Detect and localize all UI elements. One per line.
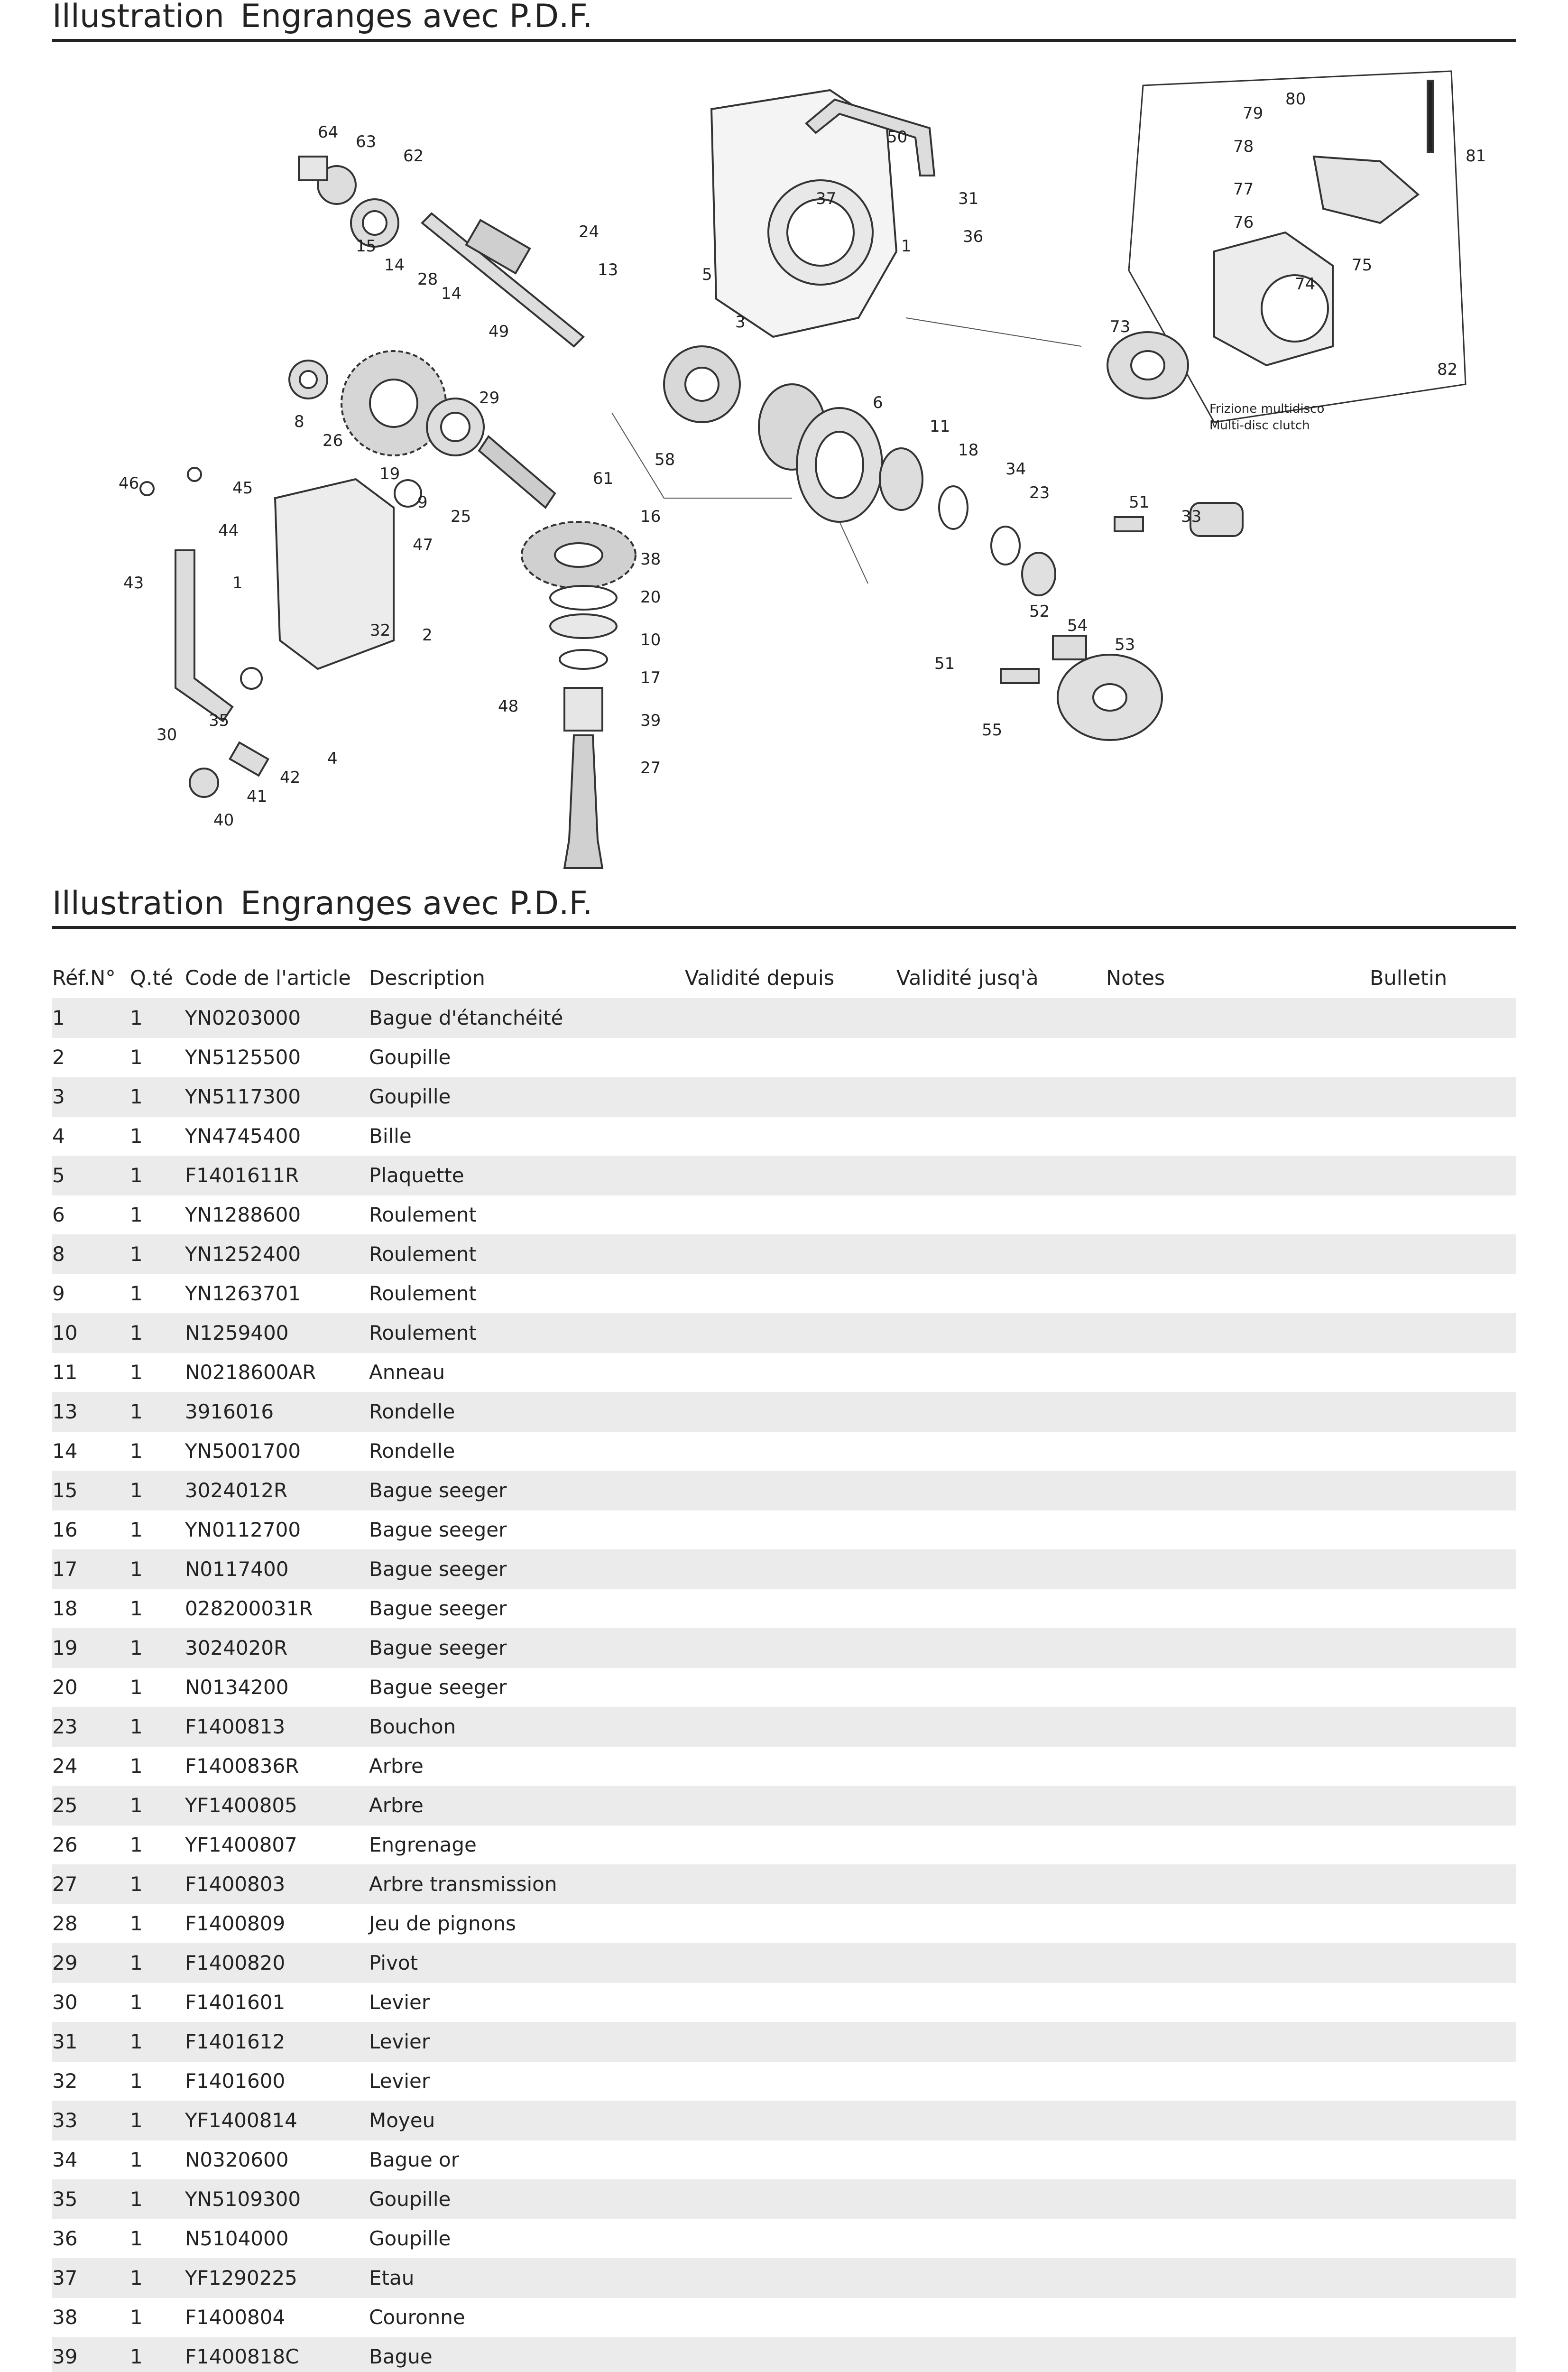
part-description: Plaquette bbox=[369, 1164, 464, 1187]
part-description: Goupille bbox=[369, 1085, 451, 1108]
part-ref: 31 bbox=[52, 2030, 78, 2053]
part-qty: 1 bbox=[130, 1321, 143, 1344]
part-ref: 37 bbox=[52, 2266, 78, 2289]
svg-text:1: 1 bbox=[232, 574, 243, 593]
svg-text:14: 14 bbox=[441, 284, 462, 303]
part-code: F1400809 bbox=[185, 1912, 286, 1935]
svg-text:51: 51 bbox=[934, 654, 955, 673]
part-code: YN4745400 bbox=[185, 1124, 301, 1148]
part-code: 028200031R bbox=[185, 1597, 313, 1620]
table-row bbox=[52, 1904, 1516, 1944]
svg-text:33: 33 bbox=[1181, 507, 1202, 526]
svg-text:45: 45 bbox=[232, 479, 253, 498]
part-code: F1400820 bbox=[185, 1951, 286, 1974]
part-description: Levier bbox=[369, 2030, 430, 2053]
svg-text:44: 44 bbox=[218, 521, 239, 540]
svg-text:40: 40 bbox=[213, 811, 234, 830]
table-row bbox=[52, 1628, 1516, 1668]
part-code: 3024020R bbox=[185, 1636, 288, 1659]
part-code: F1401600 bbox=[185, 2069, 286, 2093]
svg-text:32: 32 bbox=[370, 621, 391, 640]
svg-text:38: 38 bbox=[640, 550, 661, 569]
part-qty: 1 bbox=[130, 1085, 143, 1108]
part-code: YN1288600 bbox=[185, 1203, 301, 1226]
svg-text:43: 43 bbox=[123, 574, 144, 593]
table-row bbox=[52, 2337, 1516, 2372]
svg-text:63: 63 bbox=[356, 132, 377, 151]
part-code: YF1290225 bbox=[185, 2266, 297, 2289]
part-code: YF1400805 bbox=[185, 1794, 297, 1817]
svg-text:35: 35 bbox=[209, 711, 230, 730]
part-description: Bague seeger bbox=[369, 1479, 507, 1502]
part-qty: 1 bbox=[130, 1479, 143, 1502]
exploded-diagram-svg bbox=[52, 52, 1516, 887]
part-qty: 1 bbox=[130, 2227, 143, 2250]
table-row bbox=[52, 1943, 1516, 1983]
part-code: YN5117300 bbox=[185, 1085, 301, 1108]
part-code: YN5125500 bbox=[185, 1046, 301, 1069]
part-code: YF1400814 bbox=[185, 2109, 297, 2132]
svg-text:54: 54 bbox=[1067, 616, 1088, 635]
part-description: Goupille bbox=[369, 2187, 451, 2211]
part-ref: 3 bbox=[52, 1085, 65, 1108]
part-ref: 27 bbox=[52, 1872, 78, 1896]
svg-text:51: 51 bbox=[1129, 493, 1150, 512]
svg-text:53: 53 bbox=[1115, 635, 1135, 654]
part-ref: 15 bbox=[52, 1479, 78, 1502]
table-row bbox=[52, 2140, 1516, 2180]
exploded-diagram bbox=[52, 52, 1516, 887]
header-description: Description bbox=[369, 966, 485, 990]
table-row bbox=[52, 1156, 1516, 1195]
section-title bbox=[52, 0, 1516, 42]
section-title-word2: Engranges avec P.D.F. bbox=[240, 0, 593, 35]
table-row bbox=[52, 2179, 1516, 2219]
part-code: F1401601 bbox=[185, 1991, 286, 2014]
svg-text:1: 1 bbox=[901, 237, 912, 256]
header-notes: Notes bbox=[1106, 966, 1165, 990]
svg-text:75: 75 bbox=[1352, 256, 1373, 275]
part-code: 3916016 bbox=[185, 1400, 274, 1423]
part-ref: 19 bbox=[52, 1636, 78, 1659]
svg-text:11: 11 bbox=[930, 417, 950, 436]
part-qty: 1 bbox=[130, 2306, 143, 2329]
part-qty: 1 bbox=[130, 1046, 143, 1069]
table-row bbox=[52, 1313, 1516, 1353]
part-description: Arbre bbox=[369, 1794, 424, 1817]
part-ref: 18 bbox=[52, 1597, 78, 1620]
part-ref: 32 bbox=[52, 2069, 78, 2093]
part-description: Bague seeger bbox=[369, 1636, 507, 1659]
table-row bbox=[52, 2101, 1516, 2140]
part-description: Bague bbox=[369, 2345, 433, 2368]
part-description: Bague seeger bbox=[369, 1518, 507, 1541]
header-bulletin: Bulletin bbox=[1370, 966, 1448, 990]
part-description: Goupille bbox=[369, 2227, 451, 2250]
table-row bbox=[52, 1549, 1516, 1589]
svg-text:82: 82 bbox=[1437, 360, 1458, 379]
part-qty: 1 bbox=[130, 1991, 143, 2014]
part-ref: 2 bbox=[52, 1046, 65, 1069]
part-code: F1400813 bbox=[185, 1715, 286, 1738]
table-row bbox=[52, 1195, 1516, 1235]
svg-text:28: 28 bbox=[417, 270, 438, 289]
svg-text:49: 49 bbox=[489, 322, 509, 341]
svg-text:17: 17 bbox=[640, 668, 661, 687]
svg-text:79: 79 bbox=[1243, 104, 1264, 123]
header-valid-to: Validité jusq'à bbox=[896, 966, 1039, 990]
part-ref: 17 bbox=[52, 1557, 78, 1581]
table-row bbox=[52, 1589, 1516, 1629]
part-description: Rondelle bbox=[369, 1439, 455, 1463]
part-code: F1400803 bbox=[185, 1872, 286, 1896]
svg-text:19: 19 bbox=[379, 464, 400, 483]
part-description: Moyeu bbox=[369, 2109, 435, 2132]
part-description: Rondelle bbox=[369, 1400, 455, 1423]
part-ref: 39 bbox=[52, 2345, 78, 2368]
svg-text:78: 78 bbox=[1233, 137, 1254, 156]
svg-text:13: 13 bbox=[598, 260, 618, 279]
part-ref: 20 bbox=[52, 1676, 78, 1699]
svg-text:47: 47 bbox=[413, 536, 434, 555]
part-qty: 1 bbox=[130, 1833, 143, 1856]
part-ref: 35 bbox=[52, 2187, 78, 2211]
section-title-word2: Engranges avec P.D.F. bbox=[240, 885, 593, 922]
part-code: N0320600 bbox=[185, 2148, 289, 2171]
part-code: YN5001700 bbox=[185, 1439, 301, 1463]
part-ref: 16 bbox=[52, 1518, 78, 1541]
part-description: Anneau bbox=[369, 1361, 445, 1384]
part-code: YF1400807 bbox=[185, 1833, 297, 1856]
table-row bbox=[52, 1353, 1516, 1392]
svg-text:34: 34 bbox=[1005, 460, 1026, 479]
svg-text:41: 41 bbox=[247, 787, 267, 806]
part-description: Roulement bbox=[369, 1242, 477, 1266]
svg-text:52: 52 bbox=[1029, 602, 1050, 621]
svg-text:36: 36 bbox=[963, 227, 984, 246]
part-description: Levier bbox=[369, 1991, 430, 2014]
part-code: F1400818C bbox=[185, 2345, 299, 2368]
svg-text:42: 42 bbox=[280, 768, 301, 787]
part-code: 3024012R bbox=[185, 1479, 288, 1502]
svg-text:48: 48 bbox=[498, 697, 519, 716]
svg-text:64: 64 bbox=[318, 123, 339, 142]
part-qty: 1 bbox=[130, 1124, 143, 1148]
part-description: Roulement bbox=[369, 1282, 477, 1305]
svg-text:14: 14 bbox=[384, 256, 405, 275]
part-qty: 1 bbox=[130, 1400, 143, 1423]
part-ref: 14 bbox=[52, 1439, 78, 1463]
table-row bbox=[52, 1510, 1516, 1550]
part-qty: 1 bbox=[130, 1636, 143, 1659]
drive-shaft-27-shape bbox=[564, 735, 602, 868]
table-row bbox=[52, 2061, 1516, 2101]
part-code: F1401611R bbox=[185, 1164, 299, 1187]
svg-text:55: 55 bbox=[982, 721, 1003, 740]
table-row bbox=[52, 1234, 1516, 1274]
part-description: Bague d'étanchéité bbox=[369, 1006, 563, 1029]
svg-text:23: 23 bbox=[1029, 483, 1050, 502]
part-qty: 1 bbox=[130, 2069, 143, 2093]
svg-text:81: 81 bbox=[1466, 147, 1486, 166]
svg-text:30: 30 bbox=[157, 725, 177, 744]
part-description: Bouchon bbox=[369, 1715, 456, 1738]
header-code: Code de l'article bbox=[185, 966, 351, 990]
header-ref: Réf.N° bbox=[52, 966, 116, 990]
part-code: YN0112700 bbox=[185, 1518, 301, 1541]
part-qty: 1 bbox=[130, 2148, 143, 2171]
part-ref: 13 bbox=[52, 1400, 78, 1423]
part-description: Roulement bbox=[369, 1321, 477, 1344]
part-description: Jeu de pignons bbox=[369, 1912, 516, 1935]
part-qty: 1 bbox=[130, 1164, 143, 1187]
table-row bbox=[52, 2258, 1516, 2298]
part-code: YN1252400 bbox=[185, 1242, 301, 1266]
table-row bbox=[52, 1116, 1516, 1156]
part-ref: 6 bbox=[52, 1203, 65, 1226]
part-code: F1400804 bbox=[185, 2306, 286, 2329]
part-code: YN0203000 bbox=[185, 1006, 301, 1029]
part-code: YN5109300 bbox=[185, 2187, 301, 2211]
part-description: Engrenage bbox=[369, 1833, 477, 1856]
table-row bbox=[52, 1077, 1516, 1117]
part-ref: 34 bbox=[52, 2148, 78, 2171]
part-qty: 1 bbox=[130, 2030, 143, 2053]
svg-text:29: 29 bbox=[479, 389, 500, 408]
part-code: N1259400 bbox=[185, 1321, 289, 1344]
svg-text:10: 10 bbox=[640, 630, 661, 649]
part-ref: 4 bbox=[52, 1124, 65, 1148]
table-row bbox=[52, 1786, 1516, 1825]
part-ref: 23 bbox=[52, 1715, 78, 1738]
part-qty: 1 bbox=[130, 1557, 143, 1581]
table-row bbox=[52, 1471, 1516, 1510]
part-code: YN1263701 bbox=[185, 1282, 301, 1305]
part-ref: 24 bbox=[52, 1754, 78, 1778]
table-row bbox=[52, 1864, 1516, 1904]
table-row bbox=[52, 1746, 1516, 1786]
part-description: Bague seeger bbox=[369, 1676, 507, 1699]
svg-text:4: 4 bbox=[327, 749, 338, 768]
svg-text:73: 73 bbox=[1110, 317, 1131, 336]
part-qty: 1 bbox=[130, 2345, 143, 2368]
part-description: Pivot bbox=[369, 1951, 418, 1974]
part-ref: 8 bbox=[52, 1242, 65, 1266]
section-title-word1: Illustration bbox=[52, 0, 224, 35]
svg-text:77: 77 bbox=[1233, 180, 1254, 199]
table-row bbox=[52, 1825, 1516, 1865]
svg-text:80: 80 bbox=[1285, 90, 1306, 109]
part-qty: 1 bbox=[130, 2266, 143, 2289]
part-ref: 36 bbox=[52, 2227, 78, 2250]
part-qty: 1 bbox=[130, 1715, 143, 1738]
table-row bbox=[52, 998, 1516, 1038]
part-description: Bague or bbox=[369, 2148, 459, 2171]
table-row bbox=[52, 2022, 1516, 2062]
part-qty: 1 bbox=[130, 1951, 143, 1974]
svg-text:6: 6 bbox=[873, 393, 883, 412]
part-qty: 1 bbox=[130, 1282, 143, 1305]
svg-text:25: 25 bbox=[451, 507, 471, 526]
part-description: Arbre transmission bbox=[369, 1872, 557, 1896]
part-description: Couronne bbox=[369, 2306, 465, 2329]
svg-text:8: 8 bbox=[294, 412, 304, 431]
part-ref: 33 bbox=[52, 2109, 78, 2132]
part-description: Levier bbox=[369, 2069, 430, 2093]
svg-text:5: 5 bbox=[702, 265, 712, 284]
part-ref: 1 bbox=[52, 1006, 65, 1029]
table-row bbox=[52, 1274, 1516, 1314]
part-qty: 1 bbox=[130, 1912, 143, 1935]
part-qty: 1 bbox=[130, 1872, 143, 1896]
svg-text:76: 76 bbox=[1233, 213, 1254, 232]
svg-text:39: 39 bbox=[640, 711, 661, 730]
svg-text:26: 26 bbox=[323, 431, 343, 450]
part-ref: 11 bbox=[52, 1361, 78, 1384]
part-code: N0134200 bbox=[185, 1676, 289, 1699]
table-row bbox=[52, 1038, 1516, 1077]
part-description: Roulement bbox=[369, 1203, 477, 1226]
part-code: F1400836R bbox=[185, 1754, 299, 1778]
part-code: N0218600AR bbox=[185, 1361, 316, 1384]
section-title bbox=[52, 887, 1516, 929]
header-qty: Q.té bbox=[130, 966, 173, 990]
part-ref: 26 bbox=[52, 1833, 78, 1856]
part-qty: 1 bbox=[130, 1439, 143, 1463]
svg-text:62: 62 bbox=[403, 147, 424, 166]
part-code: F1401612 bbox=[185, 2030, 286, 2053]
part-ref: 38 bbox=[52, 2306, 78, 2329]
table-row bbox=[52, 1668, 1516, 1707]
part-ref: 30 bbox=[52, 1991, 78, 2014]
part-description: Goupille bbox=[369, 1046, 451, 1069]
svg-text:24: 24 bbox=[579, 222, 600, 241]
part-ref: 28 bbox=[52, 1912, 78, 1935]
header-valid-from: Validité depuis bbox=[685, 966, 835, 990]
part-description: Arbre bbox=[369, 1754, 424, 1778]
part-code: N5104000 bbox=[185, 2227, 289, 2250]
part-description: Bague seeger bbox=[369, 1557, 507, 1581]
part-ref: 9 bbox=[52, 1282, 65, 1305]
lever-housing-shape bbox=[275, 479, 394, 669]
svg-text:27: 27 bbox=[640, 759, 661, 778]
part-qty: 1 bbox=[130, 1676, 143, 1699]
part-description: Bille bbox=[369, 1124, 412, 1148]
table-row bbox=[52, 1392, 1516, 1432]
part-qty: 1 bbox=[130, 1203, 143, 1226]
svg-text:20: 20 bbox=[640, 588, 661, 607]
svg-text:50: 50 bbox=[887, 128, 908, 147]
svg-text:37: 37 bbox=[816, 189, 837, 208]
part-description: Etau bbox=[369, 2266, 415, 2289]
part-qty: 1 bbox=[130, 1794, 143, 1817]
svg-text:18: 18 bbox=[958, 441, 979, 460]
section-title-word1: Illustration bbox=[52, 885, 224, 922]
part-qty: 1 bbox=[130, 2187, 143, 2211]
part-code: N0117400 bbox=[185, 1557, 289, 1581]
svg-text:61: 61 bbox=[593, 469, 614, 488]
part-description: Bague seeger bbox=[369, 1597, 507, 1620]
svg-text:74: 74 bbox=[1295, 275, 1316, 294]
inset-caption-it: Frizione multidisco bbox=[1209, 402, 1325, 416]
table-header-row bbox=[52, 959, 1516, 997]
svg-text:58: 58 bbox=[655, 450, 675, 469]
table-row bbox=[52, 1983, 1516, 2022]
part-ref: 5 bbox=[52, 1164, 65, 1187]
part-ref: 25 bbox=[52, 1794, 78, 1817]
part-ref: 29 bbox=[52, 1951, 78, 1974]
inset-caption-en: Multi-disc clutch bbox=[1209, 418, 1310, 433]
part-qty: 1 bbox=[130, 1754, 143, 1778]
part-qty: 1 bbox=[130, 1242, 143, 1266]
svg-text:16: 16 bbox=[640, 507, 661, 526]
part-qty: 1 bbox=[130, 1597, 143, 1620]
part-qty: 1 bbox=[130, 1361, 143, 1384]
part-qty: 1 bbox=[130, 2109, 143, 2132]
svg-text:3: 3 bbox=[735, 313, 746, 332]
part-qty: 1 bbox=[130, 1518, 143, 1541]
svg-text:9: 9 bbox=[417, 493, 428, 512]
table-row bbox=[52, 1431, 1516, 1471]
svg-text:15: 15 bbox=[356, 237, 377, 256]
table-row bbox=[52, 2298, 1516, 2337]
svg-text:46: 46 bbox=[119, 474, 139, 493]
table-row bbox=[52, 1707, 1516, 1747]
part-qty: 1 bbox=[130, 1006, 143, 1029]
part-ref: 10 bbox=[52, 1321, 78, 1344]
svg-text:31: 31 bbox=[958, 189, 979, 208]
svg-text:2: 2 bbox=[422, 626, 433, 645]
table-row bbox=[52, 2219, 1516, 2259]
